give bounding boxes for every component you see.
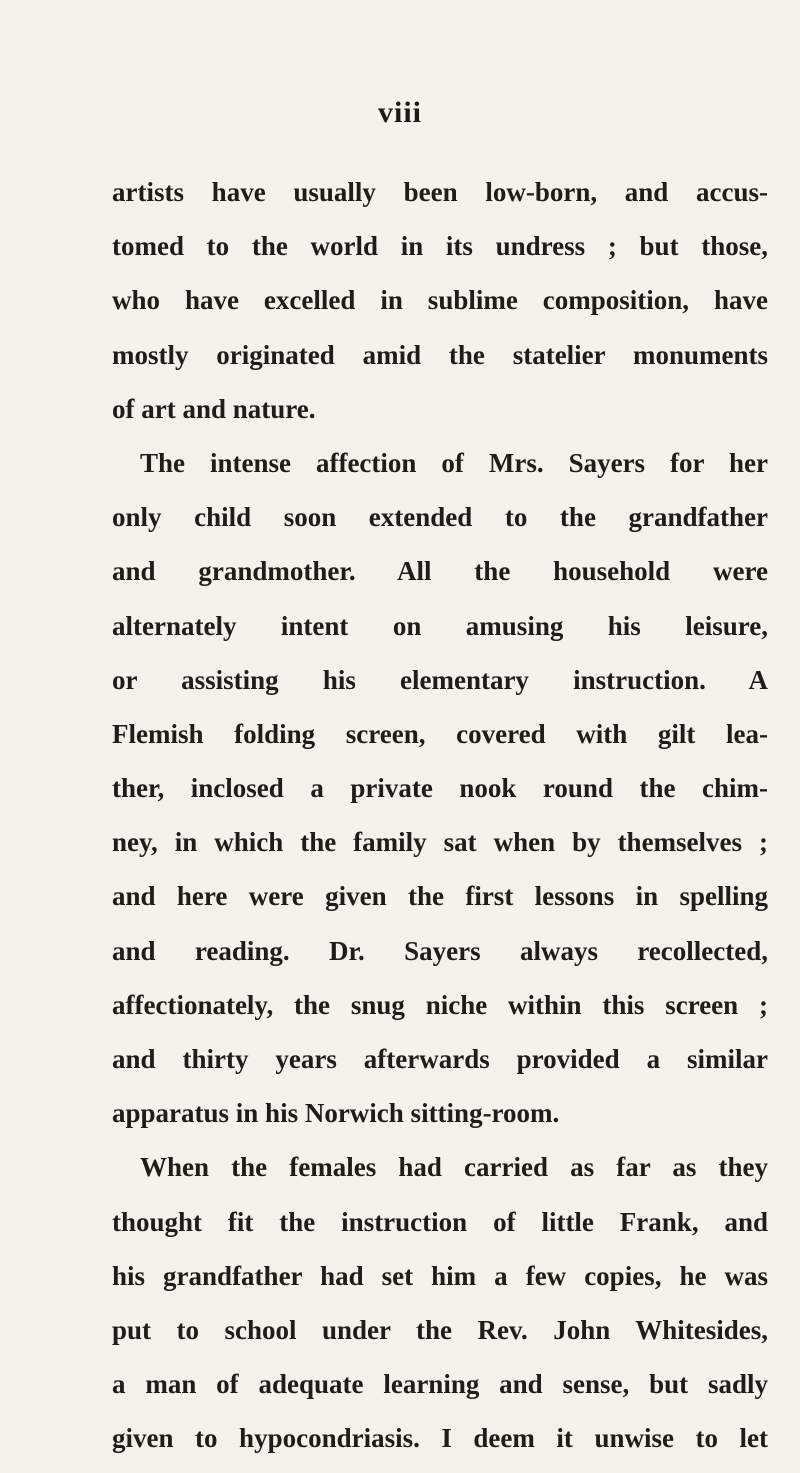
text-line: thought fit the instruction of little Frank, and xyxy=(112,1206,768,1237)
text-line: affectionately, the snug niche within this screen ; xyxy=(112,989,768,1020)
page-number: viii xyxy=(377,96,422,129)
text-line: a man of adequate learning and sense, but sadly xyxy=(112,1369,768,1400)
text-line: only child soon extended to the grandfather xyxy=(112,502,768,533)
text-line: The intense affection of Mrs. Sayers for her xyxy=(140,447,768,478)
text-line: alternately intent on amusing his leisure, xyxy=(112,610,768,641)
text-line: put to school under the Rev. John Whitesides, xyxy=(112,1314,768,1345)
text-line: artists have usually been low-born, and accus- xyxy=(112,177,768,207)
text-line: tomed to the world in its undress ; but those, xyxy=(112,231,768,262)
body-text xyxy=(112,172,768,1473)
text-line: apparatus in his Norwich sitting-room. xyxy=(112,1098,560,1129)
text-line: or assisting his elementary instruction. A xyxy=(112,664,768,695)
text-line: and grandmother. All the household were xyxy=(112,556,768,587)
text-line: and reading. Dr. Sayers always recollected, xyxy=(112,935,768,966)
text-line: Flemish folding screen, covered with gilt lea- xyxy=(112,718,768,749)
text-line: and thirty years afterwards provided a similar xyxy=(112,1044,768,1074)
text-line: given to hypocondriasis. I deem it unwise to let xyxy=(112,1423,768,1454)
text-line: When the females had carried as far as they xyxy=(140,1152,768,1183)
text-line: ney, in which the family sat when by themselves ; xyxy=(112,827,768,858)
text-line: and here were given the first lessons in spelling xyxy=(112,881,768,912)
text-line: who have excelled in sublime composition, have xyxy=(112,285,768,316)
text-line: his grandfather had set him a few copies, he was xyxy=(112,1260,768,1291)
text-line: mostly originated amid the statelier monuments xyxy=(112,339,768,370)
text-line: ther, inclosed a private nook round the chim- xyxy=(112,773,768,804)
text-line: of art and nature. xyxy=(112,393,316,424)
